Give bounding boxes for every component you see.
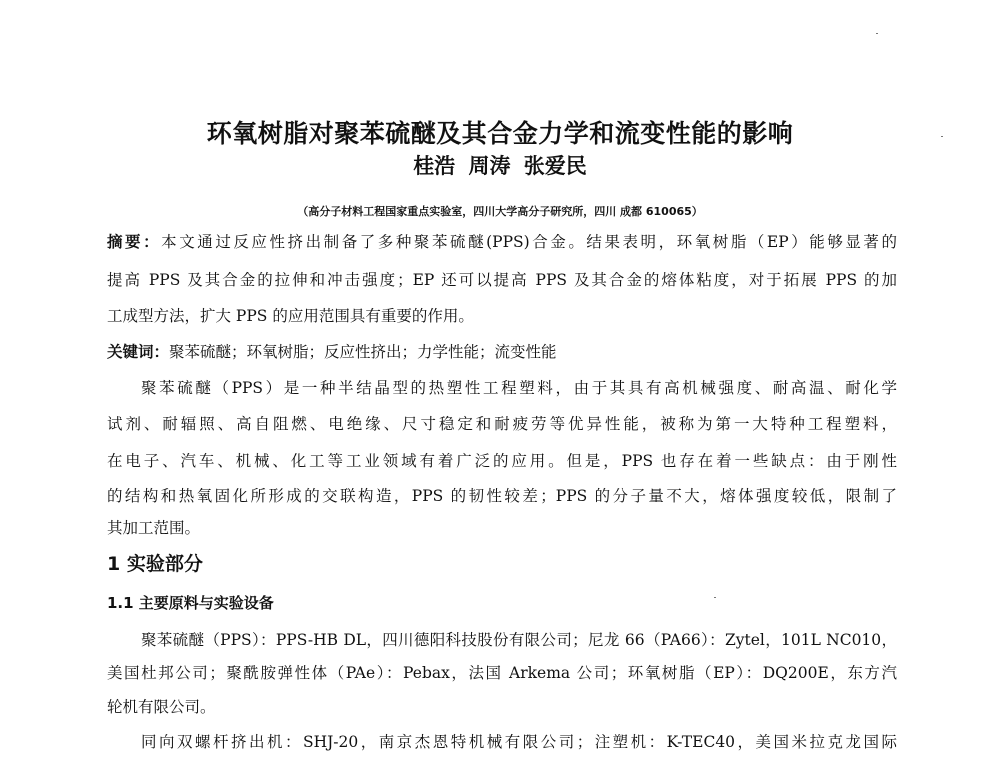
abstract-label: 摘要：: [107, 233, 162, 251]
keywords-text: 聚苯硫醚；环氧树脂；反应性挤出；力学性能；流变性能: [169, 343, 557, 361]
body-line: 试剂、耐辐照、高自阻燃、电绝缘、尺寸稳定和耐疲劳等优异性能，被称为第一大特种工程塑料，: [107, 415, 897, 433]
scan-speck: [941, 136, 943, 137]
keywords-line: [107, 341, 897, 363]
body-line: 聚苯硫醚（PPS）：PPS-HB DL，四川德阳科技股份有限公司；尼龙 66（PA66）：Zytel，101L NC010，: [141, 631, 897, 649]
keywords-label: 关键词：: [107, 343, 170, 361]
body-line: 聚苯硫醚（PPS）是一种半结晶型的热塑性工程塑料，由于其具有高机械强度、耐高温、耐化学: [141, 379, 897, 397]
affiliation: （高分子材料工程国家重点实验室，四川大学高分子研究所，四川 成都 610065）: [297, 205, 703, 218]
subsection-heading: 1.1 主要原料与实验设备: [107, 594, 274, 612]
abstract-line: 提高 PPS 及其合金的拉伸和冲击强度；EP 还可以提高 PPS 及其合金的熔体粘度，对于拓展 PPS 的加: [107, 271, 897, 289]
body-line: 在电子、汽车、机械、化工等工业领域有着广泛的应用。但是，PPS 也存在着一些缺点：由于刚性: [107, 452, 897, 470]
body-line: 其加工范围。: [107, 519, 201, 537]
abstract-line: [107, 231, 897, 253]
abstract-text: 本文通过反应性挤出制备了多种聚苯硫醚(PPS)合金。结果表明，环氧树脂（EP）能够显著的: [161, 233, 897, 251]
scan-speck: [876, 33, 878, 34]
section-heading: 1 实验部分: [107, 553, 203, 575]
body-line: 轮机有限公司。: [107, 698, 216, 716]
body-line: 的结构和热氧固化所形成的交联构造，PPS 的韧性较差；PPS 的分子量不大，熔体强度较低，限制了: [107, 487, 897, 505]
body-line: 同向双螺杆挤出机：SHJ-20，南京杰恩特机械有限公司；注塑机：K-TEC40，美国米拉克龙国际: [141, 733, 897, 751]
scan-speck: [714, 597, 716, 598]
body-line: 美国杜邦公司；聚酰胺弹性体（PAe）：Pebax，法国 Arkema 公司；环氧树脂（EP）：DQ200E，东方汽: [107, 664, 897, 682]
paper-title: 环氧树脂对聚苯硫醚及其合金力学和流变性能的影响: [206, 119, 794, 148]
abstract-line: 工成型方法，扩大 PPS 的应用范围具有重要的作用。: [107, 307, 474, 325]
author-list: 桂浩 周涛 张爱民: [413, 154, 587, 178]
